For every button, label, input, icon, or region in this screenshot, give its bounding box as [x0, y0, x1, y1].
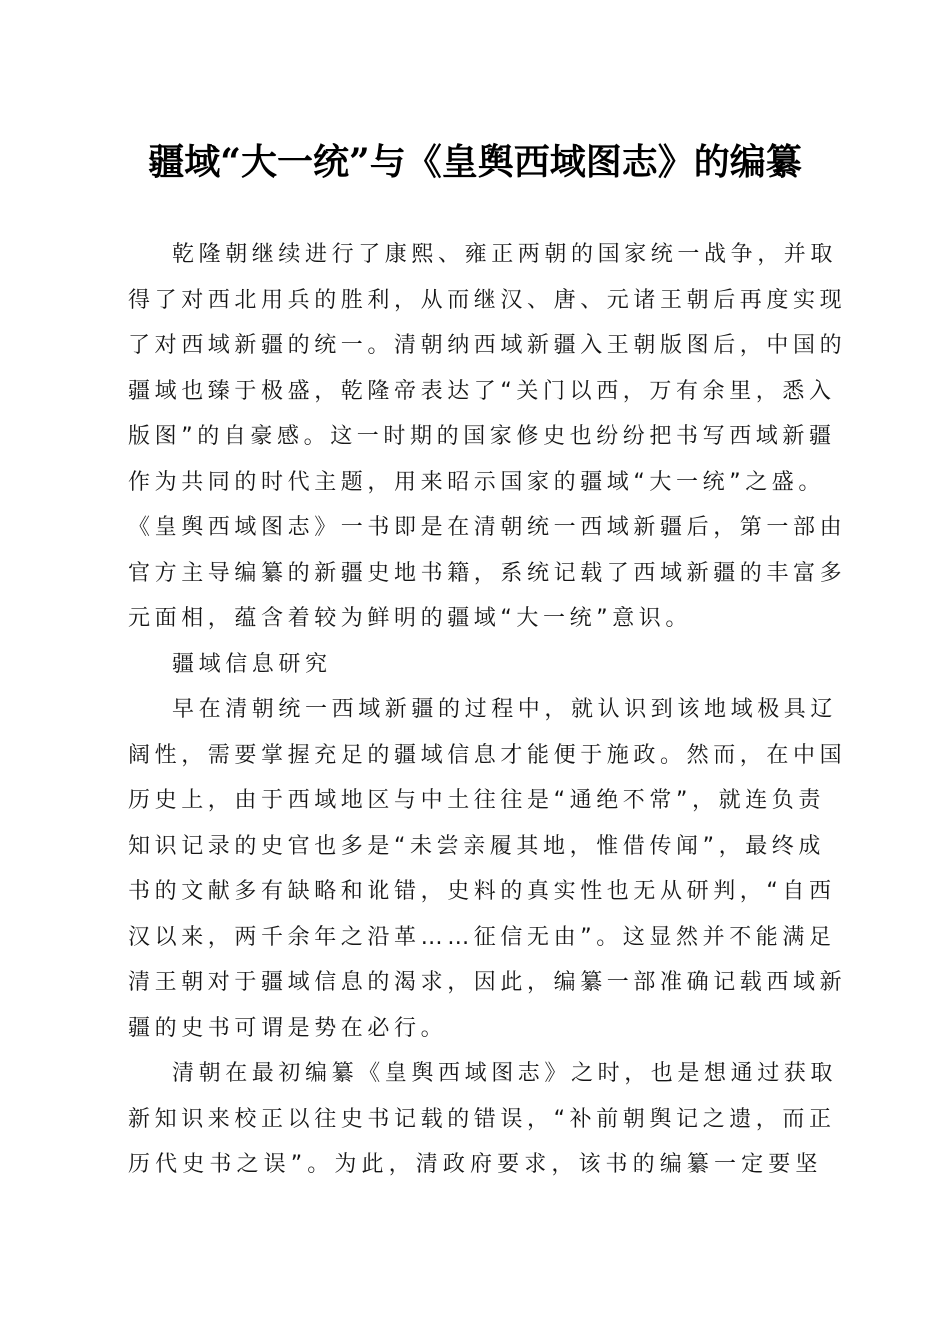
text-line: 作为共同的时代主题，用来昭示国家的疆域“大一统”之盛。	[128, 469, 825, 495]
text-line: 汉以来，两千余年之沿革……征信无由”。这显然并不能满足	[128, 924, 836, 950]
paragraph-intro	[128, 232, 847, 642]
text-line: 元面相，蕴含着较为鲜明的疆域“大一统”意识。	[128, 606, 692, 631]
text-line: 疆的史书可谓是势在必行。	[128, 1015, 448, 1041]
text-line: 版图”的自豪感。这一时期的国家修史也纷纷把书写西域新疆	[128, 424, 836, 449]
text-line: 早在清朝统一西域新疆的过程中，就认识到该地域极具辽	[172, 697, 838, 722]
text-line: 历史上，由于西域地区与中土往往是“通绝不常”，就连负责	[128, 788, 825, 813]
text-line: 《皇舆西域图志》一书即是在清朝统一西域新疆后，第一部由	[128, 515, 847, 540]
text-line: 历代史书之误”。为此，清政府要求，该书的编纂一定要坚	[128, 1152, 822, 1177]
text-line: 乾隆朝继续进行了康熙、雍正两朝的国家统一战争，并取	[172, 242, 838, 267]
text-line: 官方主导编纂的新疆史地书籍，系统记载了西域新疆的丰富多	[128, 560, 847, 586]
text-line: 阔性，需要掌握充足的疆域信息才能便于施政。然而，在中国	[128, 742, 847, 768]
text-line: 清朝在最初编纂《皇舆西域图志》之时，也是想通过获取	[172, 1061, 838, 1086]
section-heading: 疆域信息研究	[172, 651, 332, 677]
text-line: 书的文献多有缺略和讹错，史料的真实性也无从研判，“自西	[128, 879, 836, 904]
text-line: 疆域也臻于极盛，乾隆帝表达了“关门以西，万有余里，悉入	[128, 378, 836, 404]
paragraph-compilation	[128, 1051, 838, 1188]
paragraph-territory-info	[128, 687, 847, 1051]
text-line: 了对西域新疆的统一。清朝纳西域新疆入王朝版图后，中国的	[128, 333, 847, 358]
text-line: 得了对西北用兵的胜利，从而继汉、唐、元诸王朝后再度实现	[128, 287, 847, 313]
document-title: 疆域“大一统”与《皇舆西域图志》的编纂	[148, 141, 802, 183]
text-line: 清王朝对于疆域信息的渴求，因此，编纂一部准确记载西域新	[128, 970, 847, 995]
document-body	[128, 232, 847, 1188]
text-line: 新知识来校正以往史书记载的错误，“补前朝舆记之遗，而正	[128, 1106, 836, 1132]
text-line: 知识记录的史官也多是“未尝亲履其地，惟借传闻”，最终成	[128, 833, 825, 859]
